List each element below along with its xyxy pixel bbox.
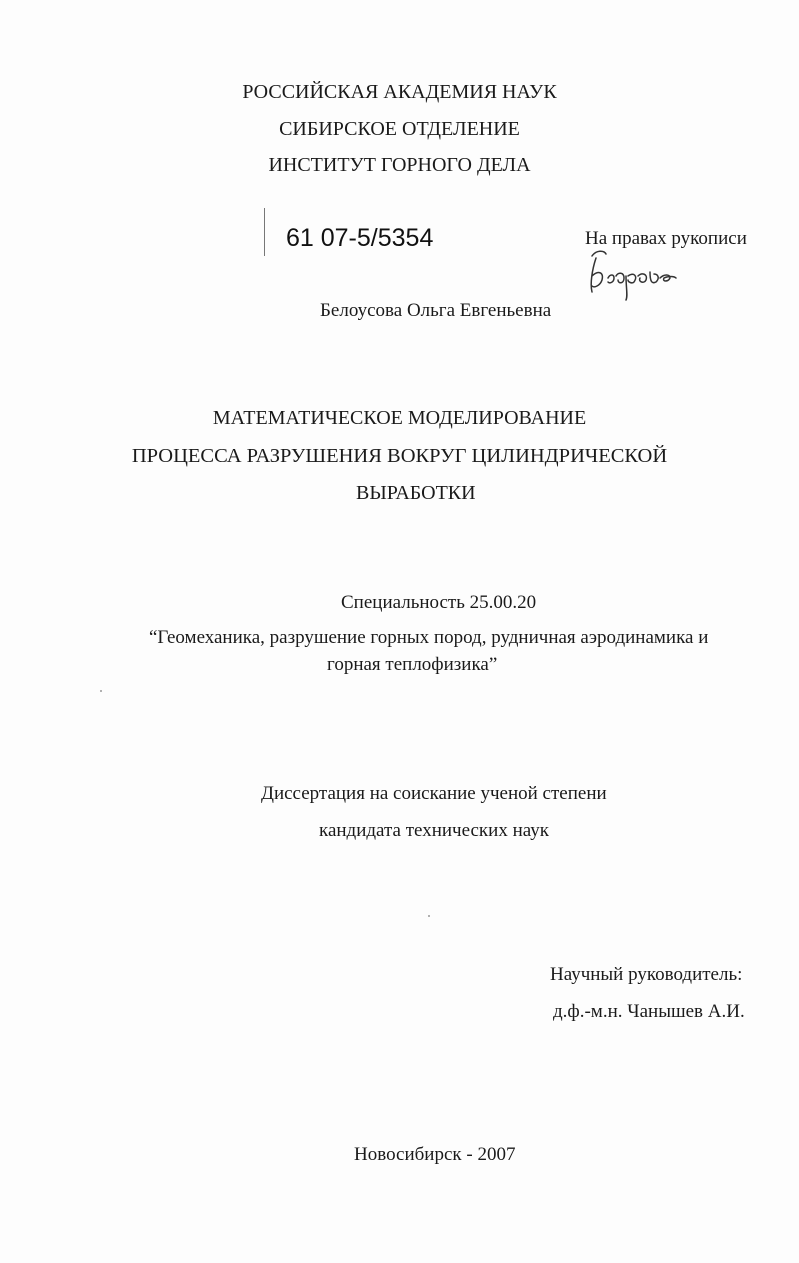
supervisor-name: д.ф.-м.н. Чанышев А.И. bbox=[553, 1001, 745, 1022]
manuscript-rights-note: На правах рукописи bbox=[585, 228, 747, 249]
specialty-name-line-2: горная теплофизика” bbox=[327, 654, 498, 675]
specialty-name-line-1: “Геомеханика, разрушение горных пород, рудничная аэродинамика и bbox=[149, 627, 709, 648]
organization-line-3: ИНСТИТУТ ГОРНОГО ДЕЛА bbox=[268, 154, 531, 176]
thesis-title-line-1: МАТЕМАТИЧЕСКОЕ МОДЕЛИРОВАНИЕ bbox=[212, 407, 587, 429]
thesis-title-line-2: ПРОЦЕССА РАЗРУШЕНИЯ ВОКРУГ ЦИЛИНДРИЧЕСКОЙ bbox=[131, 445, 668, 467]
degree-line-2: кандидата технических наук bbox=[319, 820, 549, 841]
degree-line-1: Диссертация на соискание ученой степени bbox=[261, 783, 607, 804]
handwritten-signature bbox=[570, 248, 680, 304]
catalog-number-stamp: 61 07-5/5354 bbox=[286, 224, 434, 252]
city-year: Новосибирск - 2007 bbox=[354, 1144, 516, 1165]
supervisor-label: Научный руководитель: bbox=[550, 964, 743, 985]
thesis-title-line-3: ВЫРАБОТКИ bbox=[356, 482, 476, 504]
author-name: Белоусова Ольга Евгеньевна bbox=[320, 300, 552, 321]
organization-line-1: РОССИЙСКАЯ АКАДЕМИЯ НАУК bbox=[242, 81, 557, 103]
margin-mark bbox=[264, 208, 265, 256]
organization-line-2: СИБИРСКОЕ ОТДЕЛЕНИЕ bbox=[279, 118, 520, 140]
scan-speck bbox=[428, 915, 430, 917]
scan-speck bbox=[100, 690, 102, 692]
specialty-code: Специальность 25.00.20 bbox=[341, 592, 537, 613]
